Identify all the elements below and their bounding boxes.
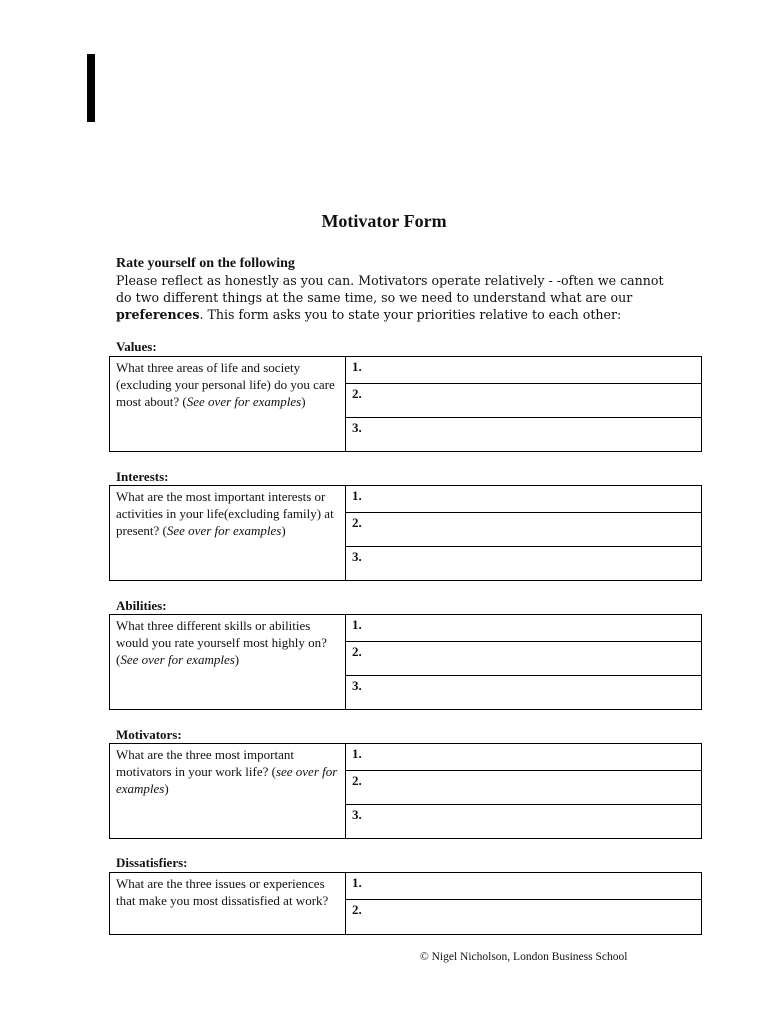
answer-number: 2.	[352, 902, 362, 917]
question-end: )	[164, 781, 169, 796]
answer-number: 1.	[352, 359, 362, 374]
section-interests	[109, 468, 702, 583]
answer-number: 3.	[352, 678, 362, 693]
answer-number: 2.	[352, 515, 362, 530]
answer-column	[346, 615, 701, 709]
section-motivators	[109, 726, 702, 841]
intro-line-3	[116, 306, 676, 323]
question-text	[110, 873, 346, 934]
question-main: What three different skills or abilities would you rate yourself most highly on? (	[116, 618, 327, 667]
answer-field-1[interactable]	[346, 357, 701, 384]
question-text	[110, 615, 346, 709]
intro-block	[116, 255, 676, 323]
copyright-footer: © Nigel Nicholson, London Business School	[420, 951, 628, 963]
answer-number: 3.	[352, 420, 362, 435]
answer-number: 2.	[352, 644, 362, 659]
answer-column	[346, 873, 701, 934]
answer-field-1[interactable]	[346, 873, 701, 900]
question-box	[109, 356, 702, 452]
answer-field-3[interactable]	[346, 805, 701, 838]
answer-field-3[interactable]	[346, 418, 701, 451]
question-box	[109, 872, 702, 935]
section-label: Interests:	[116, 469, 169, 484]
answer-number: 2.	[352, 386, 362, 401]
answer-field-3[interactable]	[346, 676, 701, 709]
answer-field-2[interactable]	[346, 900, 701, 934]
answer-field-1[interactable]	[346, 744, 701, 771]
section-label: Motivators:	[116, 727, 182, 742]
question-italic: See over for examples	[120, 652, 235, 667]
intro-preferences: preferences	[116, 307, 200, 322]
question-box	[109, 485, 702, 581]
intro-line-3-rest: . This form asks you to state your priorities relative to each other:	[199, 307, 622, 322]
page-title: Motivator Form	[321, 211, 447, 231]
question-text	[110, 486, 346, 580]
section-values	[109, 338, 702, 453]
section-label: Dissatisfiers:	[116, 855, 188, 870]
intro-line-2: do two different things at the same time, so we need to understand what are our	[116, 290, 633, 305]
answer-column	[346, 486, 701, 580]
margin-bar	[87, 54, 95, 122]
answer-field-2[interactable]	[346, 384, 701, 418]
answer-number: 1.	[352, 617, 362, 632]
question-box	[109, 614, 702, 710]
question-main: What are the three issues or experiences that make you most dissatisfied at work?	[116, 876, 329, 908]
answer-field-3[interactable]	[346, 547, 701, 580]
question-text	[110, 357, 346, 451]
answer-field-2[interactable]	[346, 771, 701, 805]
section-label: Abilities:	[116, 598, 167, 613]
section-label: Values:	[116, 339, 157, 354]
question-main: What three areas of life and society (excluding your personal life) do you care most about? (	[116, 360, 335, 409]
answer-field-1[interactable]	[346, 486, 701, 513]
question-end: )	[281, 523, 286, 538]
question-main: What are the most important interests or activities in your life(excluding family) at present? (	[116, 489, 334, 538]
answer-number: 3.	[352, 549, 362, 564]
question-italic: See over for examples	[166, 523, 282, 538]
question-italic: see over for examples	[116, 764, 338, 796]
answer-number: 2.	[352, 773, 362, 788]
question-italic: See over for examples	[186, 394, 302, 409]
answer-column	[346, 744, 701, 838]
answer-number: 1.	[352, 875, 362, 890]
answer-field-2[interactable]	[346, 513, 701, 547]
intro-line-1: Please reflect as honestly as you can. Motivators operate relatively - -often we cannot	[116, 273, 664, 288]
section-dissatisfiers	[109, 855, 702, 937]
question-end: )	[234, 652, 240, 667]
intro-heading: Rate yourself on the following	[116, 256, 295, 271]
question-main: What are the three most important motivators in your work life? (	[116, 747, 294, 779]
section-abilities	[109, 597, 702, 712]
answer-number: 3.	[352, 807, 362, 822]
question-end: )	[301, 394, 306, 409]
question-text	[110, 744, 346, 838]
answer-column	[346, 357, 701, 451]
answer-field-2[interactable]	[346, 642, 701, 676]
answer-field-1[interactable]	[346, 615, 701, 642]
answer-number: 1.	[352, 746, 362, 761]
answer-number: 1.	[352, 488, 362, 503]
question-box	[109, 743, 702, 839]
